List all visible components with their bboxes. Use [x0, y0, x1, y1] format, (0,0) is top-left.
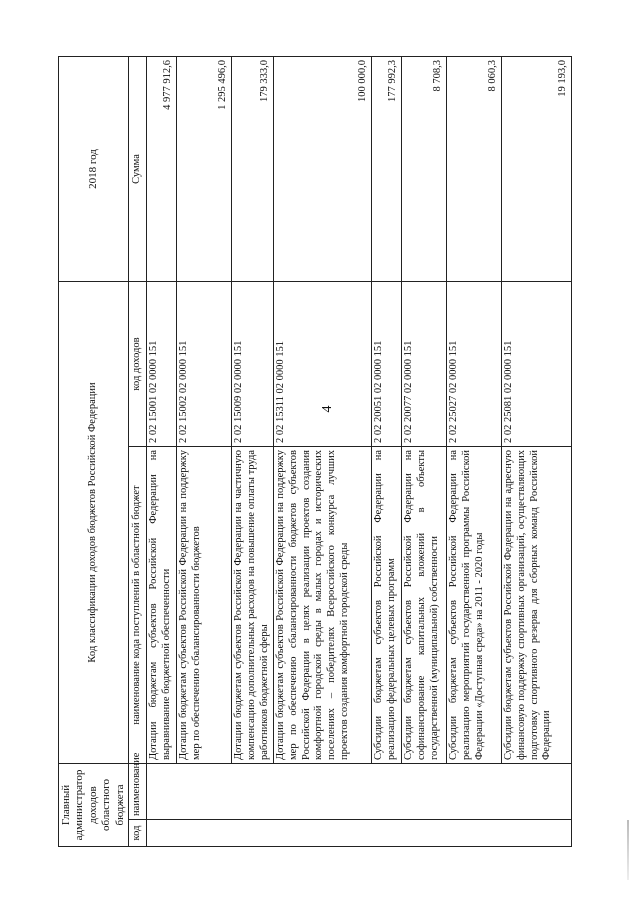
- table-row: [232, 56, 274, 846]
- revenue-sum: 4 977 912,6: [147, 56, 177, 281]
- table-row: [177, 56, 232, 846]
- revenue-sum: 19 193,0: [502, 56, 572, 281]
- revenue-code: 2 02 20051 02 0000 151: [372, 281, 402, 446]
- page-number: 4: [320, 405, 335, 413]
- header-row-2: [129, 56, 147, 846]
- revenue-name: Дотации бюджетам субъектов Российской Федерации на поддержку мер по обеспечению сбалансированности бюджетов: [177, 446, 232, 763]
- revenue-sum: 8 708,3: [402, 56, 447, 281]
- revenue-code: 2 02 25027 02 0000 151: [447, 281, 502, 446]
- revenue-code: 2 02 15002 02 0000 151: [177, 281, 232, 446]
- revenue-sum: 179 333,0: [232, 56, 274, 281]
- revenue-name: Субсидии бюджетам субъектов Российской Федерации на реализацию федеральных целевых программ: [372, 446, 402, 763]
- revenue-code: 2 02 25081 02 0000 151: [502, 281, 572, 446]
- table-row: [372, 56, 402, 846]
- header-col-revenue-name: наименование кода поступлений в областной бюджет: [129, 446, 147, 763]
- revenue-name: Субсидии бюджетам субъектов Российской Федерации на софинансирование капитальных вложений в объекты государственной (муниципальной) собственности: [402, 446, 447, 763]
- revenue-name: Дотации бюджетам субъектов Российской Федерации на выравнивание бюджетной обеспеченности: [147, 446, 177, 763]
- header-admin-group: Главный администратор доходов областного бюджета: [59, 763, 129, 846]
- header-col-name: наименование: [129, 763, 147, 819]
- revenue-code: 2 02 15001 02 0000 151: [147, 281, 177, 446]
- revenue-sum: 177 992,3: [372, 56, 402, 281]
- revenue-code: 2 02 20077 02 0000 151: [402, 281, 447, 446]
- header-year: 2018 год: [59, 56, 129, 281]
- admin-code-cell: [147, 820, 572, 847]
- table-row: [447, 56, 502, 846]
- admin-name-cell: [147, 763, 572, 819]
- revenue-name: Субсидии бюджетам субъектов Российской Федерации на адресную финансовую поддержку спортивных организаций, осуществляющих подготовку спортивного резерва для сборных команд Российской Федерации: [502, 446, 572, 763]
- table-row: [502, 56, 572, 846]
- header-col-code: код: [129, 820, 147, 847]
- revenue-name: Субсидии бюджетам субъектов Российской Федерации на реализацию мероприятий государственной программы Российской Федерации «Доступная среда» на 2011 - 2020 годы: [447, 446, 502, 763]
- revenue-sum: 100 000,0: [274, 56, 372, 281]
- revenue-table: [58, 56, 572, 847]
- revenue-code: 2 02 15311 02 0000 151: [274, 281, 372, 446]
- table-row: [402, 56, 447, 846]
- header-col-revenue-code: код доходов: [129, 281, 147, 446]
- header-row-1: [59, 56, 129, 846]
- table-row: [274, 56, 372, 846]
- revenue-name: Дотации бюджетам субъектов Российской Федерации на частичную компенсацию дополнительных расходов на повышение оплаты труда работников бюджетной сферы: [232, 446, 274, 763]
- revenue-name: Дотации бюджетам субъектов Российской Федерации на поддержку мер по обеспечению сбалансированности бюджетов субъектов Российской Федерации в целях реализации проектов создания комфортной городской среды в малых городах и исторических поселениях – победителях Всероссийского конкурса лучших проектов создания комфортной городской среды: [274, 446, 372, 763]
- rotated-page: [58, 57, 569, 847]
- scan-edge-mark: [627, 820, 629, 880]
- revenue-code: 2 02 15009 02 0000 151: [232, 281, 274, 446]
- revenue-sum: 8 060,3: [447, 56, 502, 281]
- header-kbk-group: Код классификации доходов бюджетов Российской Федерации: [59, 281, 129, 763]
- table-row: [147, 56, 177, 846]
- header-col-sum: Сумма: [129, 56, 147, 281]
- revenue-sum: 1 295 496,0: [177, 56, 232, 281]
